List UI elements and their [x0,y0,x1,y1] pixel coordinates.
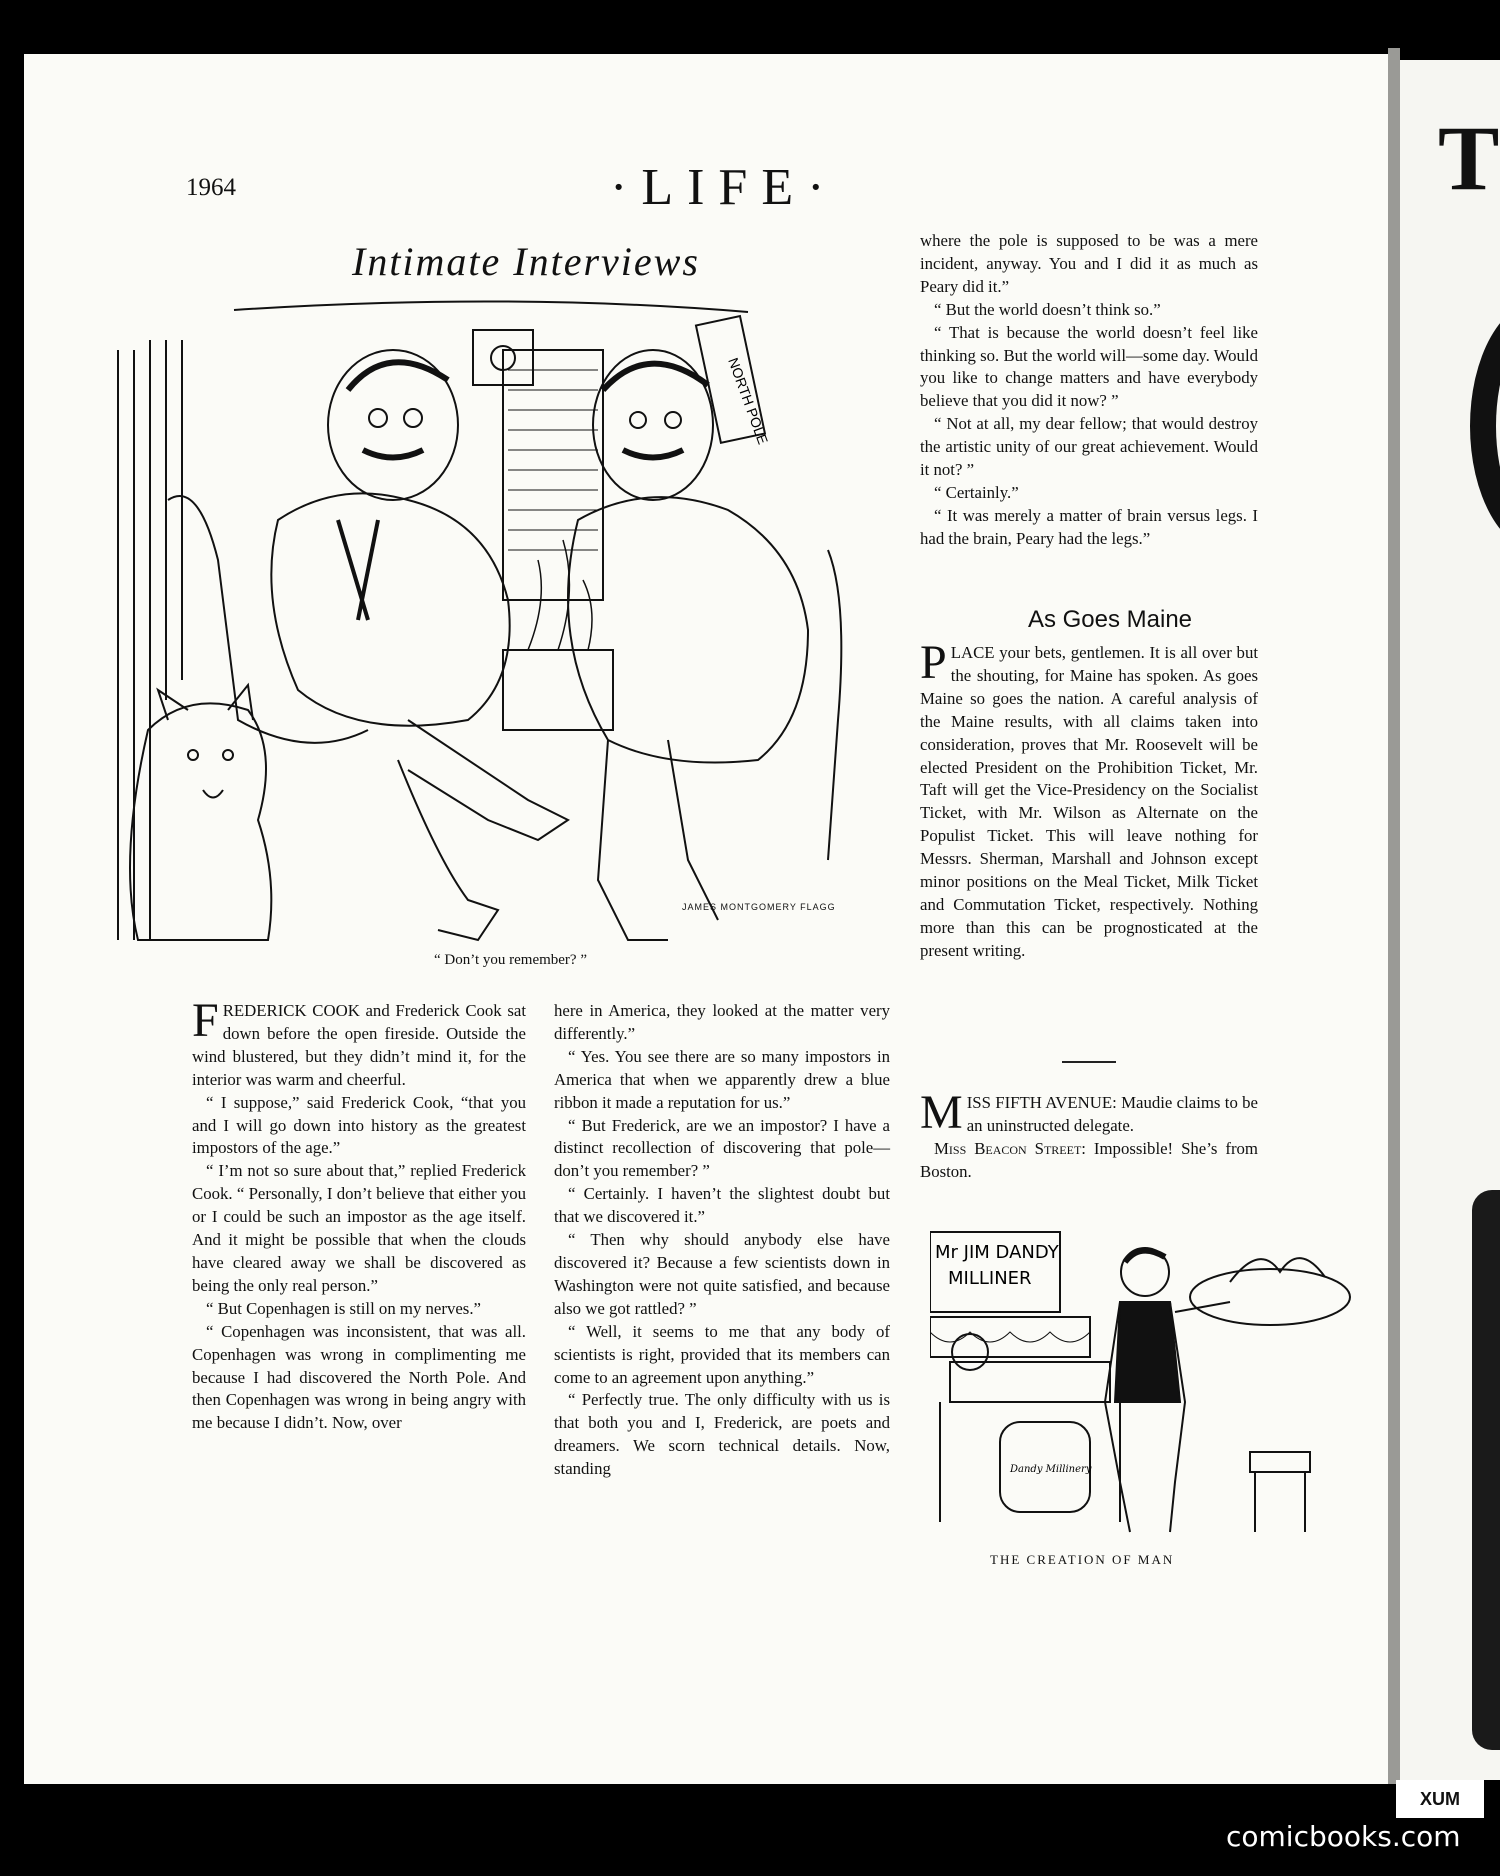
article-column-1 [192,994,526,1435]
drop-cap: M [920,1086,963,1139]
facing-page-letter: T [1438,107,1500,209]
paragraph: “ But Frederick, are we an impostor? I have a distinct recollection of discovering that pole—don’t you remember? ” [554,1115,890,1181]
paragraph: “ Perfectly true. The only difficulty with us is that both you and I, Frederick, are poets and dreamers. We scorn technical details. Now, standing [554,1390,890,1479]
artist-signature: JAMES MONTGOMERY FLAGG [682,902,836,912]
article-column-2 [554,1000,890,1481]
paragraph: “ It was merely a matter of brain versus legs. I had the brain, Peary had the legs.” [920,505,1258,548]
dialogue-line: Maudie claims to be an uninstructed delegate. [966,1093,1258,1135]
drop-cap: F [192,994,219,1047]
paragraph: “ I suppose,” said Frederick Cook, “that you and I will go down into history as the greatest impostors of the age.” [192,1092,526,1158]
paragraph: “ Copenhagen was inconsistent, that was all. Copenhagen was wrong in complimenting me because I had discovered the North Pole. And then Copenhagen was wrong in being angry with me because I didn’t. Now, over [192,1321,526,1433]
paragraph: REDERICK COOK and Frederick Cook sat down before the open fireside. Outside the wind blustered, but they didn’t mind it, for the interior was warm and cheerful. [192,1001,526,1089]
hatbox-label: Dandy Millinery [1010,1464,1092,1475]
speaker-label: Miss Beacon Street: [934,1138,1086,1158]
dialogue-line: Impossible! She’s from Boston. [920,1138,1258,1181]
page-number: 1964 [186,174,236,201]
maine-heading: As Goes Maine [1027,606,1193,633]
paragraph: “ Certainly. I haven’t the slightest doubt but that we discovered it.” [554,1184,890,1227]
paragraph: “ Then why should anybody else have discovered it? Because a few scientists down in Washington were not quite satisfied, and because also we got rattled? ” [554,1230,890,1318]
paragraph: “ Yes. You see there are so many impostors in America that when we apparently drew a blue ribbon it made a reputation for us.” [554,1046,890,1112]
paragraph: where the pole is supposed to be was a mere incident, anyway. You and I did it as much as Peary did it.” [920,231,1258,296]
drop-cap: P [920,636,947,689]
paragraph: “ Well, it seems to me that any body of scientists is right, provided that its members can come to an agreement upon anything.” [554,1321,890,1387]
paragraph: here in America, they looked at the matter very differently.” [554,1001,890,1043]
headline: Intimate Interviews [352,239,700,284]
milliner-cartoon [930,1222,1360,1542]
paragraph: “ That is because the world doesn’t feel like thinking so. But the world will—some day. Would you like to change matters and have everybody believe that you did it now? ” [920,322,1258,411]
cartoon-caption: THE CREATION OF MAN [990,1552,1175,1567]
paragraph: “ I’m not so sure about that,” replied Frederick Cook. “ Personally, I don’t believe that either you or I could be such an impostor as the age itself. And it might be possible that when the clouds have cleared away we shall be discovered as being the only real person.” [192,1161,526,1295]
paragraph: “ But Copenhagen is still on my nerves.” [206,1298,481,1318]
masthead: ·LIFE· [610,159,839,216]
page-spine [1388,48,1400,1784]
cartoon-illustration [108,300,888,952]
section-divider [1062,1061,1116,1063]
facing-page-illustration [1472,1190,1500,1750]
paragraph: “ But the world doesn’t think so.” [934,299,1161,319]
shop-sign-line-2: MILLINER [948,1268,1032,1289]
paragraph: LACE your bets, gentlemen. It is all over but the shouting, for Maine has spoken. As goes Maine so goes the nation. A careful analysis of the Maine results, with all claims taken into consideration, proves that Mr. Roosevelt will be elected President on the Prohibition Ticket, Mr. Taft will get the Vice-Presidency on the Socialist Ticket, with Mr. Wilson as Alternate on the Populist Ticket. This will leave nothing for Messrs. Sherman, Marshall and Johnson except minor positions on the Meal Ticket, Milk Ticket and Commutation Ticket, respectively. Nothing more than this can be prognosticated at the present writing. [920,643,1258,960]
speaker-label: ISS FIFTH AVENUE: [966,1093,1117,1112]
cartoon-caption: “ Don’t you remember? ” [434,952,587,968]
site-watermark: comicbooks.com [1226,1820,1461,1853]
shop-sign-line-1: Mr JIM DANDY [935,1242,1059,1263]
article-column-3 [920,230,1258,551]
paragraph: “ Certainly.” [934,482,1019,502]
fifth-avenue-squib [920,1086,1258,1184]
north-pole-sign: NORTH POLE [725,355,772,447]
paragraph: “ Not at all, my dear fellow; that would destroy the artistic unity of our great achievement. Would it not? ” [920,414,1258,480]
maine-article [920,636,1258,963]
archive-stamp: XUM [1396,1780,1484,1818]
